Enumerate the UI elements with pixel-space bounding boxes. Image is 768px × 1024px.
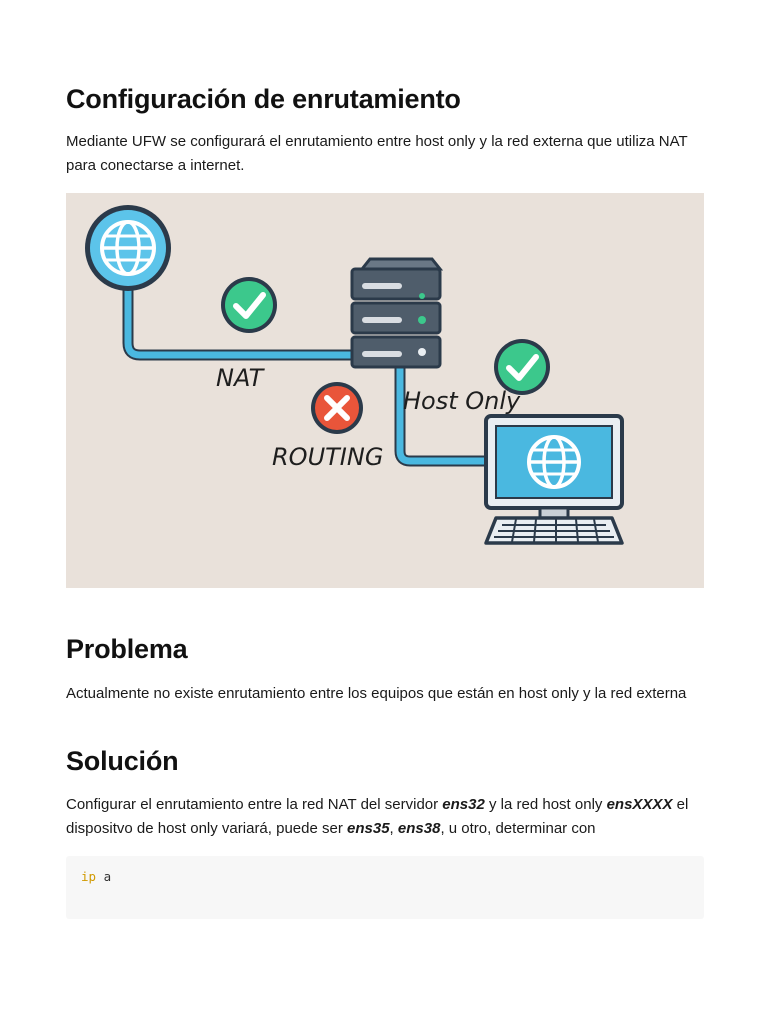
cross-icon bbox=[311, 382, 363, 434]
section-heading-solucion: Solución bbox=[66, 746, 179, 776]
network-diagram bbox=[66, 193, 704, 588]
intro-paragraph: Mediante UFW se configurará el enrutamiento entre host only y la red externa que utiliza NAT para conectarse a internet. bbox=[66, 133, 688, 174]
code-line bbox=[81, 869, 111, 884]
text-run: , bbox=[389, 820, 398, 837]
label-routing: ROUTING bbox=[272, 443, 384, 471]
server-icon bbox=[352, 259, 440, 367]
text-run: el dispositvo de host only variará, puede ser bbox=[66, 796, 689, 837]
section-heading-problema: Problema bbox=[66, 634, 188, 664]
solucion-paragraph bbox=[66, 793, 704, 841]
code-argument: a bbox=[96, 869, 112, 884]
globe-icon bbox=[85, 205, 171, 291]
check-icon bbox=[221, 277, 277, 333]
problema-paragraph: Actualmente no existe enrutamiento entre los equipos que están en host only y la red externa bbox=[66, 685, 687, 702]
text-run: y la red host only bbox=[484, 796, 607, 813]
code-command: ip bbox=[81, 869, 97, 884]
text-run: , u otro, determinar con bbox=[440, 820, 596, 837]
label-host-only: Host Only bbox=[403, 387, 521, 415]
interface-name: ens38 bbox=[397, 820, 441, 837]
label-nat: NAT bbox=[216, 364, 264, 392]
interface-name: ens32 bbox=[442, 796, 485, 813]
interface-name: ens35 bbox=[347, 820, 390, 837]
code-block[interactable] bbox=[66, 856, 704, 919]
interface-name: ensXXXX bbox=[606, 796, 673, 813]
text-run: Configurar el enrutamiento entre la red NAT del servidor bbox=[66, 796, 443, 813]
computer-icon bbox=[486, 416, 622, 543]
page-title: Configuración de enrutamiento bbox=[66, 84, 461, 114]
